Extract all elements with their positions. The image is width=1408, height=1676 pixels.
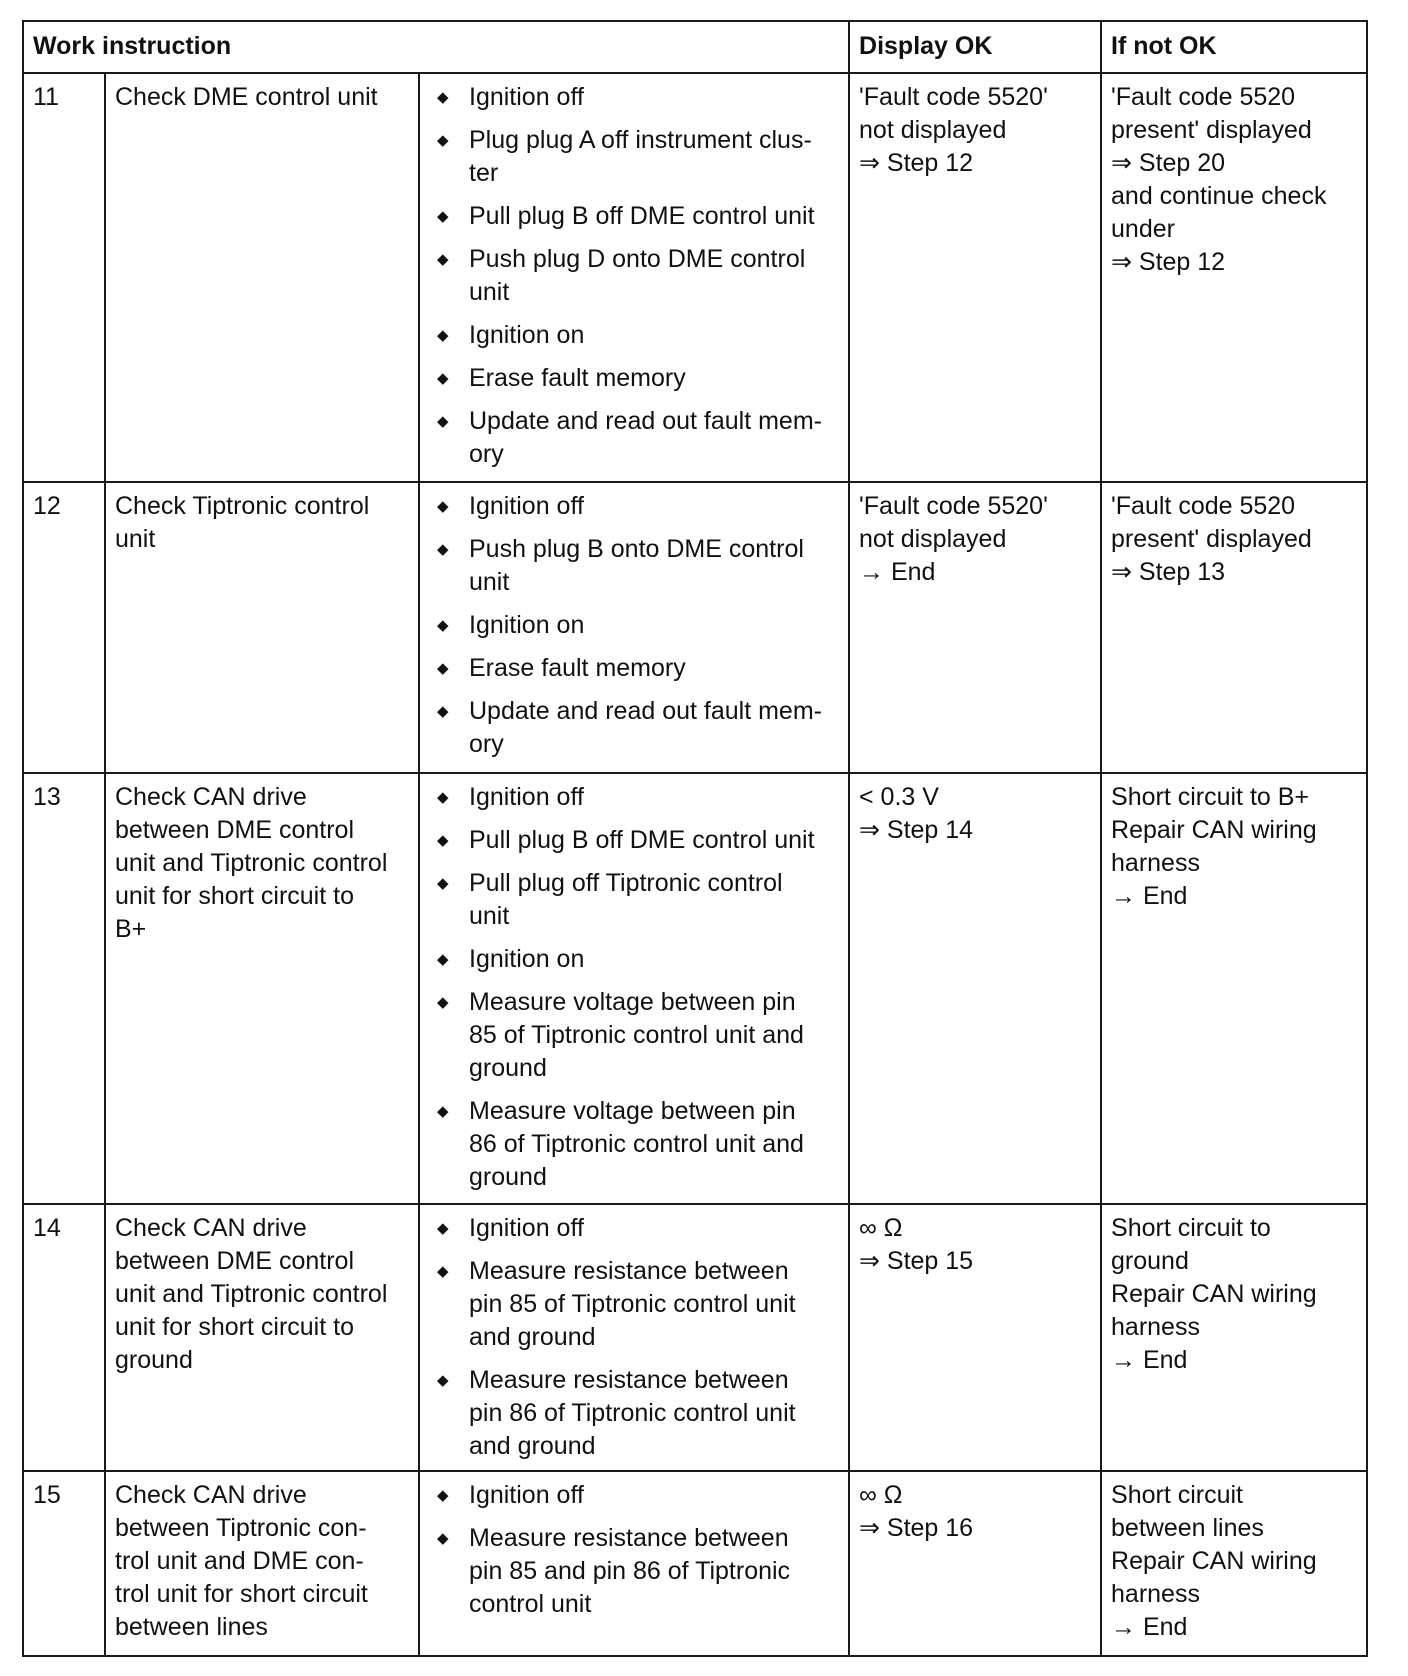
action-item [429,652,839,685]
check-description: Check CAN drive between DME control unit and Tiptronic control unit for short circuit to B+ [105,773,419,1204]
check-description: Check Tiptronic control unit [105,482,419,773]
bullet-icon: ◆ [437,660,449,677]
action-text: Measure resistance between pin 86 of Tiptronic control unit and ground [469,1366,796,1460]
check-description: Check CAN drive between Tiptronic con- trol unit and DME con- trol unit for short circuit between lines [105,1471,419,1656]
action-item [429,986,839,1085]
action-item [429,1255,839,1354]
table-row [23,1204,1367,1471]
action-item [429,81,839,114]
display-ok-result: 'Fault code 5520' not displayed ⇒ Step 12 [849,73,1101,482]
display-ok-result: ∞ Ω ⇒ Step 15 [849,1204,1101,1471]
display-ok-result: 'Fault code 5520' not displayed → End [849,482,1101,773]
action-item [429,362,839,395]
bullet-icon: ◆ [437,541,449,558]
action-text: Ignition off [469,83,584,111]
action-item [429,200,839,233]
bullet-icon: ◆ [437,1103,449,1120]
bullet-icon: ◆ [437,413,449,430]
bullet-icon: ◆ [437,875,449,892]
bullet-icon: ◆ [437,327,449,344]
action-text: Ignition off [469,492,584,520]
bullet-icon: ◆ [437,370,449,387]
bullet-icon: ◆ [437,1372,449,1389]
action-text: Pull plug off Tiptronic control unit [469,869,783,930]
action-item [429,533,839,599]
bullet-icon: ◆ [437,789,449,806]
action-list [429,1212,839,1463]
action-item [429,1212,839,1245]
table-row [23,773,1367,1204]
action-text: Measure voltage between pin 85 of Tiptronic control unit and ground [469,988,804,1082]
action-text: Ignition off [469,783,584,811]
action-text: Push plug D onto DME control unit [469,245,806,306]
header-if-not-ok: If not OK [1101,21,1367,73]
action-item [429,490,839,523]
action-text: Erase fault memory [469,364,686,392]
work-instruction-table [22,20,1368,1657]
step-number: 13 [23,773,105,1204]
action-item [429,124,839,190]
bullet-icon: ◆ [437,251,449,268]
display-ok-result: < 0.3 V ⇒ Step 14 [849,773,1101,1204]
action-item [429,824,839,857]
action-text: Ignition off [469,1214,584,1242]
action-list [429,490,839,761]
table-row [23,482,1367,773]
display-ok-result: ∞ Ω ⇒ Step 16 [849,1471,1101,1656]
action-item [429,319,839,352]
check-description: Check CAN drive between DME control unit and Tiptronic control unit for short circuit to ground [105,1204,419,1471]
action-text: Measure resistance between pin 85 of Tiptronic control unit and ground [469,1257,796,1351]
action-item [429,867,839,933]
action-item [429,405,839,471]
action-list [429,81,839,471]
action-item [429,695,839,761]
check-description: Check DME control unit [105,73,419,482]
action-text: Push plug B onto DME control unit [469,535,804,596]
if-not-ok-result: Short circuit between lines Repair CAN wiring harness → End [1101,1471,1367,1656]
action-text: Pull plug B off DME control unit [469,202,815,230]
step-number: 15 [23,1471,105,1656]
action-list [429,781,839,1194]
action-list-cell [419,73,849,482]
action-item [429,243,839,309]
action-list-cell [419,482,849,773]
action-text: Measure resistance between pin 85 and pin 86 of Tiptronic control unit [469,1524,791,1618]
table-header-row [23,21,1367,73]
bullet-icon: ◆ [437,832,449,849]
bullet-icon: ◆ [437,617,449,634]
bullet-icon: ◆ [437,132,449,149]
if-not-ok-result: Short circuit to ground Repair CAN wiring harness → End [1101,1204,1367,1471]
action-text: Plug plug A off instrument clus- ter [469,126,812,187]
step-number: 11 [23,73,105,482]
action-item [429,781,839,814]
action-text: Erase fault memory [469,654,686,682]
bullet-icon: ◆ [437,1530,449,1547]
action-item [429,943,839,976]
action-item [429,1522,839,1621]
action-text: Pull plug B off DME control unit [469,826,815,854]
action-text: Update and read out fault mem- ory [469,697,822,758]
action-item [429,1095,839,1194]
action-text: Ignition on [469,945,585,973]
action-list-cell [419,1204,849,1471]
action-list-cell [419,1471,849,1656]
header-display-ok: Display OK [849,21,1101,73]
action-text: Update and read out fault mem- ory [469,407,822,468]
header-work-instruction: Work instruction [23,21,849,73]
action-item [429,609,839,642]
action-text: Ignition on [469,611,585,639]
bullet-icon: ◆ [437,1263,449,1280]
bullet-icon: ◆ [437,703,449,720]
bullet-icon: ◆ [437,951,449,968]
bullet-icon: ◆ [437,1220,449,1237]
bullet-icon: ◆ [437,208,449,225]
action-list-cell [419,773,849,1204]
if-not-ok-result: 'Fault code 5520 present' displayed ⇒ Step 20 and continue check under ⇒ Step 12 [1101,73,1367,482]
step-number: 14 [23,1204,105,1471]
action-text: Ignition on [469,321,585,349]
table-row [23,73,1367,482]
table-row [23,1471,1367,1656]
step-number: 12 [23,482,105,773]
action-item [429,1364,839,1463]
action-text: Ignition off [469,1481,584,1509]
action-list [429,1479,839,1621]
if-not-ok-result: Short circuit to B+ Repair CAN wiring harness → End [1101,773,1367,1204]
bullet-icon: ◆ [437,1487,449,1504]
action-item [429,1479,839,1512]
bullet-icon: ◆ [437,498,449,515]
bullet-icon: ◆ [437,994,449,1011]
action-text: Measure voltage between pin 86 of Tiptronic control unit and ground [469,1097,804,1191]
bullet-icon: ◆ [437,89,449,106]
if-not-ok-result: 'Fault code 5520 present' displayed ⇒ Step 13 [1101,482,1367,773]
